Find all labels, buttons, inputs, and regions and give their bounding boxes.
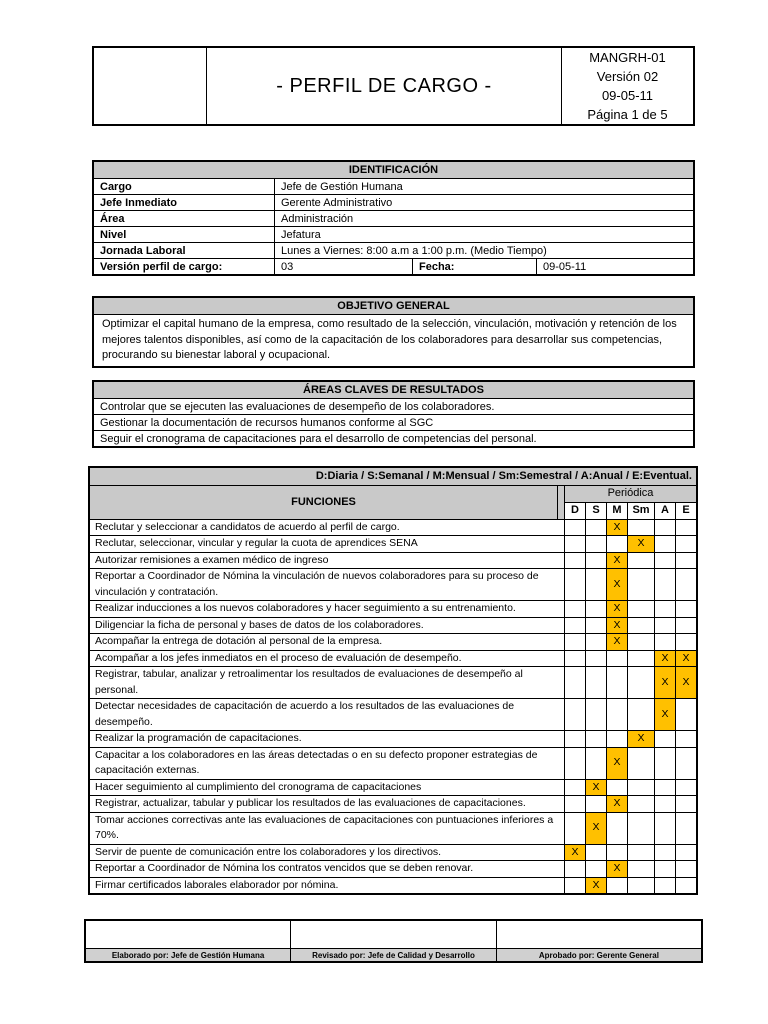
area-item: Gestionar la documentación de recursos humanos conforme al SGC — [93, 415, 694, 431]
freq-cell-d — [565, 812, 586, 844]
freq-cell-a — [655, 812, 676, 844]
version-value: 03 — [275, 259, 413, 276]
freq-cell-d — [565, 634, 586, 651]
freq-cell-d — [565, 747, 586, 779]
ident-row-area — [93, 211, 694, 227]
freq-cell-s — [586, 731, 607, 748]
freq-cell-s — [586, 552, 607, 569]
area-item: Controlar que se ejecuten las evaluaciones de desempeño de los colaboradores. — [93, 399, 694, 415]
freq-cell-a — [655, 796, 676, 813]
document-page: Página 1 de 5 — [587, 107, 668, 122]
freq-cell-a — [655, 634, 676, 651]
function-row — [89, 796, 697, 813]
aprobado-caption: Aprobado por: Gerente General — [496, 949, 702, 963]
freq-cell-d — [565, 536, 586, 553]
freq-cell-s: X — [586, 877, 607, 894]
freq-cell-s — [586, 617, 607, 634]
fecha-label: Fecha: — [413, 259, 537, 276]
ident-label: Jornada Laboral — [93, 243, 275, 259]
periodica-header: Periódica — [565, 486, 698, 503]
function-row — [89, 747, 697, 779]
freq-cell-a — [655, 569, 676, 601]
freq-cell-m — [607, 731, 628, 748]
freq-cell-d — [565, 877, 586, 894]
freq-cell-m: X — [607, 601, 628, 618]
function-text: Registrar, tabular, analizar y retroalimentar los resultados de evaluaciones de desempeño al personal. — [89, 667, 565, 699]
function-text: Autorizar remisiones a examen médico de ingreso — [89, 552, 565, 569]
freq-cell-e — [676, 877, 698, 894]
function-text: Servir de puente de comunicación entre los colaboradores y los directivos. — [89, 844, 565, 861]
freq-cell-sm: X — [628, 731, 655, 748]
freq-cell-m — [607, 650, 628, 667]
function-text: Firmar certificados laborales elaborador por nómina. — [89, 877, 565, 894]
funciones-column-title: FUNCIONES — [89, 486, 558, 520]
function-text: Realizar la programación de capacitaciones. — [89, 731, 565, 748]
function-row — [89, 812, 697, 844]
document-code: MANGRH-01 — [589, 50, 666, 65]
function-text: Hacer seguimiento al cumplimiento del cronograma de capacitaciones — [89, 779, 565, 796]
freq-cell-sm — [628, 519, 655, 536]
freq-header-a: A — [655, 502, 676, 519]
ident-value: Gerente Administrativo — [275, 195, 695, 211]
function-row — [89, 844, 697, 861]
frequency-legend: D:Diaria / S:Semanal / M:Mensual / Sm:Semestral / A:Anual / E:Eventual. — [89, 467, 697, 486]
freq-cell-sm — [628, 569, 655, 601]
function-row — [89, 569, 697, 601]
freq-cell-e: X — [676, 667, 698, 699]
function-text: Reportar a Coordinador de Nómina los contratos vencidos que se deben renovar. — [89, 861, 565, 878]
function-row — [89, 536, 697, 553]
freq-cell-sm — [628, 650, 655, 667]
freq-header-d: D — [565, 502, 586, 519]
freq-cell-e — [676, 812, 698, 844]
freq-cell-d — [565, 731, 586, 748]
function-row — [89, 667, 697, 699]
freq-cell-m: X — [607, 552, 628, 569]
freq-cell-sm — [628, 634, 655, 651]
ident-value: Lunes a Viernes: 8:00 a.m a 1:00 p.m. (Medio Tiempo) — [275, 243, 695, 259]
area-item: Seguir el cronograma de capacitaciones para el desarrollo de competencias del personal. — [93, 431, 694, 448]
freq-cell-a — [655, 861, 676, 878]
freq-cell-e — [676, 731, 698, 748]
freq-cell-a: X — [655, 667, 676, 699]
freq-cell-d — [565, 569, 586, 601]
function-row — [89, 877, 697, 894]
freq-cell-e — [676, 844, 698, 861]
function-row — [89, 617, 697, 634]
freq-cell-m — [607, 699, 628, 731]
freq-cell-e — [676, 569, 698, 601]
freq-cell-s — [586, 844, 607, 861]
freq-cell-a — [655, 601, 676, 618]
freq-cell-e — [676, 796, 698, 813]
function-row — [89, 519, 697, 536]
freq-cell-d — [565, 552, 586, 569]
ident-row-nivel — [93, 227, 694, 243]
freq-cell-sm — [628, 552, 655, 569]
freq-cell-d — [565, 617, 586, 634]
ident-value: Administración — [275, 211, 695, 227]
freq-cell-e — [676, 536, 698, 553]
identificacion-title: IDENTIFICACIÓN — [93, 161, 694, 179]
function-row — [89, 650, 697, 667]
document-date: 09-05-11 — [601, 88, 654, 103]
function-text: Acompañar a los jefes inmediatos en el proceso de evaluación de desempeño. — [89, 650, 565, 667]
freq-cell-a: X — [655, 650, 676, 667]
freq-cell-e — [676, 747, 698, 779]
ident-label: Cargo — [93, 179, 275, 195]
freq-cell-sm — [628, 747, 655, 779]
freq-cell-a — [655, 877, 676, 894]
ident-label: Área — [93, 211, 275, 227]
function-text: Reportar a Coordinador de Nómina la vinculación de nuevos colaboradores para su proceso de vinculación y contratación. — [89, 569, 565, 601]
function-text: Detectar necesidades de capacitación de acuerdo a los resultados de las evaluaciones de desempeño. — [89, 699, 565, 731]
freq-cell-s: X — [586, 779, 607, 796]
freq-cell-m — [607, 877, 628, 894]
freq-cell-e — [676, 634, 698, 651]
freq-cell-s — [586, 601, 607, 618]
freq-header-s: S — [586, 502, 607, 519]
freq-cell-m: X — [607, 617, 628, 634]
freq-cell-d — [565, 861, 586, 878]
freq-cell-a — [655, 731, 676, 748]
freq-cell-e — [676, 861, 698, 878]
function-text: Reclutar, seleccionar, vincular y regular la cuota de aprendices SENA — [89, 536, 565, 553]
ident-row-version — [93, 259, 694, 276]
version-label: Versión perfil de cargo: — [93, 259, 275, 276]
freq-cell-a — [655, 519, 676, 536]
function-text: Acompañar la entrega de dotación al personal de la empresa. — [89, 634, 565, 651]
freq-cell-sm: X — [628, 536, 655, 553]
freq-cell-s — [586, 667, 607, 699]
function-text: Capacitar a los colaboradores en las áreas detectadas o en su defecto proponer estrategias de capacitación externas. — [89, 747, 565, 779]
freq-cell-d — [565, 779, 586, 796]
ident-value: Jefe de Gestión Humana — [275, 179, 695, 195]
freq-cell-sm — [628, 667, 655, 699]
function-text: Registrar, actualizar, tabular y publicar los resultados de las evaluaciones de capacitaciones. — [89, 796, 565, 813]
freq-cell-e — [676, 617, 698, 634]
column-gap — [558, 486, 565, 520]
approval-footer — [84, 919, 703, 963]
freq-cell-sm — [628, 796, 655, 813]
function-text: Diligenciar la ficha de personal y bases de datos de los colaboradores. — [89, 617, 565, 634]
function-text: Tomar acciones correctivas ante las evaluaciones de capacitaciones con puntuaciones inferiores a 70%. — [89, 812, 565, 844]
ident-value: Jefatura — [275, 227, 695, 243]
freq-cell-d — [565, 667, 586, 699]
function-row — [89, 699, 697, 731]
freq-cell-s — [586, 861, 607, 878]
document-title: - PERFIL DE CARGO - — [207, 47, 562, 125]
objetivo-text: Optimizar el capital humano de la empresa, como resultado de la selección, vinculación, motivación y retención de los mejores talentos disponibles, así como de la capacitación de los colaboradores para desarrollar sus competencias, procurando su bienestar laboral y ocupacional. — [93, 315, 694, 367]
freq-header-sm: Sm — [628, 502, 655, 519]
freq-header-e: E — [676, 502, 698, 519]
signature-box-aprobado — [496, 920, 702, 949]
objetivo-section — [92, 296, 695, 368]
ident-label: Nivel — [93, 227, 275, 243]
freq-cell-d: X — [565, 844, 586, 861]
freq-cell-d — [565, 519, 586, 536]
freq-cell-sm — [628, 861, 655, 878]
freq-cell-e: X — [676, 650, 698, 667]
freq-cell-sm — [628, 812, 655, 844]
document-meta — [562, 47, 695, 125]
freq-cell-m: X — [607, 796, 628, 813]
fecha-value: 09-05-11 — [537, 259, 695, 276]
freq-cell-a — [655, 552, 676, 569]
freq-cell-m: X — [607, 569, 628, 601]
document-version: Versión 02 — [596, 69, 659, 84]
freq-cell-m — [607, 536, 628, 553]
freq-header-m: M — [607, 502, 628, 519]
freq-cell-m: X — [607, 634, 628, 651]
logo-placeholder — [93, 47, 207, 125]
freq-cell-m: X — [607, 519, 628, 536]
freq-cell-s — [586, 796, 607, 813]
revisado-caption: Revisado por: Jefe de Calidad y Desarrollo — [291, 949, 497, 963]
freq-cell-a — [655, 617, 676, 634]
function-row — [89, 779, 697, 796]
ident-row-jornada — [93, 243, 694, 259]
function-row — [89, 861, 697, 878]
areas-title: ÁREAS CLAVES DE RESULTADOS — [93, 381, 694, 399]
freq-cell-m — [607, 844, 628, 861]
freq-cell-sm — [628, 601, 655, 618]
freq-cell-m — [607, 779, 628, 796]
freq-cell-m — [607, 812, 628, 844]
objetivo-title: OBJETIVO GENERAL — [93, 297, 694, 315]
ident-row-cargo — [93, 179, 694, 195]
freq-cell-e — [676, 601, 698, 618]
document-header — [92, 46, 695, 126]
freq-cell-s — [586, 650, 607, 667]
identificacion-section — [92, 160, 695, 276]
ident-label: Jefe Inmediato — [93, 195, 275, 211]
freq-cell-s: X — [586, 812, 607, 844]
freq-cell-s — [586, 699, 607, 731]
function-text: Reclutar y seleccionar a candidatos de acuerdo al perfil de cargo. — [89, 519, 565, 536]
function-row — [89, 634, 697, 651]
elaborado-caption: Elaborado por: Jefe de Gestión Humana — [85, 949, 291, 963]
signature-box-revisado — [291, 920, 497, 949]
areas-section — [92, 380, 695, 448]
freq-cell-s — [586, 634, 607, 651]
freq-cell-sm — [628, 877, 655, 894]
function-text: Realizar inducciones a los nuevos colaboradores y hacer seguimiento a su entrenamiento. — [89, 601, 565, 618]
freq-cell-e — [676, 519, 698, 536]
freq-cell-e — [676, 699, 698, 731]
freq-cell-a — [655, 747, 676, 779]
signature-box-elaborado — [85, 920, 291, 949]
freq-cell-m: X — [607, 861, 628, 878]
freq-cell-m — [607, 667, 628, 699]
freq-cell-d — [565, 699, 586, 731]
freq-cell-m: X — [607, 747, 628, 779]
freq-cell-e — [676, 779, 698, 796]
freq-cell-d — [565, 601, 586, 618]
function-row — [89, 731, 697, 748]
freq-cell-s — [586, 569, 607, 601]
freq-cell-a — [655, 844, 676, 861]
freq-cell-s — [586, 747, 607, 779]
freq-cell-sm — [628, 779, 655, 796]
ident-row-jefe — [93, 195, 694, 211]
freq-cell-a — [655, 536, 676, 553]
freq-cell-sm — [628, 699, 655, 731]
function-row — [89, 552, 697, 569]
freq-cell-d — [565, 796, 586, 813]
freq-cell-e — [676, 552, 698, 569]
freq-cell-s — [586, 536, 607, 553]
freq-cell-d — [565, 650, 586, 667]
function-row — [89, 601, 697, 618]
freq-cell-a — [655, 779, 676, 796]
freq-cell-a: X — [655, 699, 676, 731]
funciones-table — [88, 466, 698, 895]
freq-cell-sm — [628, 844, 655, 861]
freq-cell-s — [586, 519, 607, 536]
freq-cell-sm — [628, 617, 655, 634]
